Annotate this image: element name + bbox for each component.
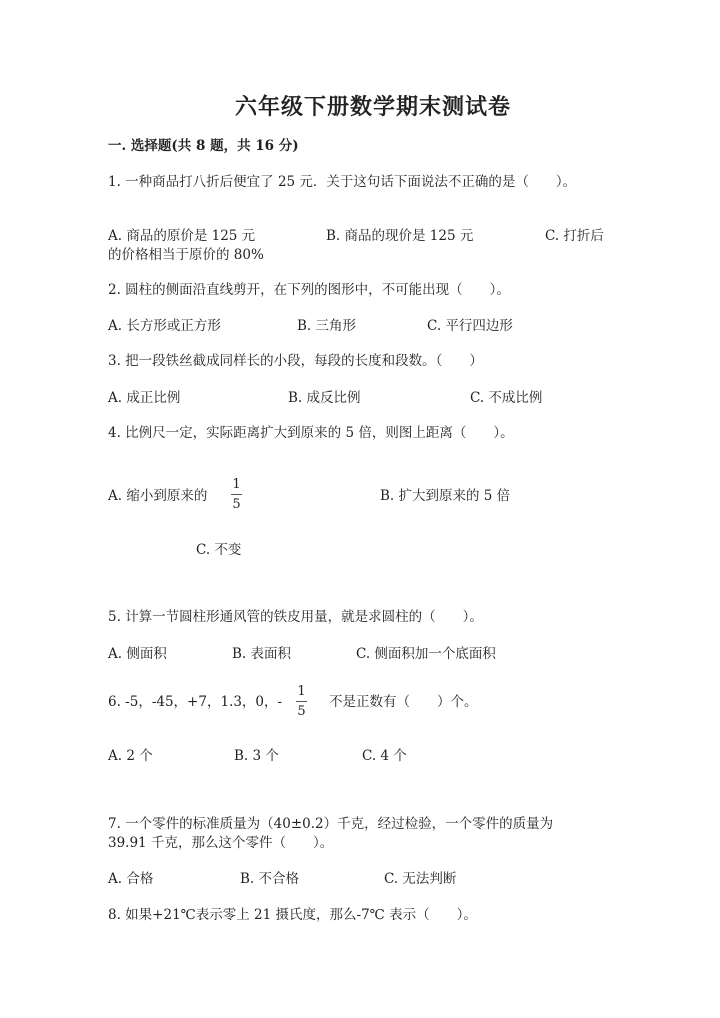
q5-option-c: C. 侧面积加一个底面积 (356, 646, 496, 662)
question-6-part-1: 6. -5，-45，+7，1.3，0，- (108, 694, 283, 710)
question-7-line-1: 7. 一个零件的标准质量为（40±0.2）千克，经过检验，一个零件的质量为 (108, 816, 554, 832)
q4-fraction (231, 477, 242, 512)
q6-fraction-numerator: 1 (297, 684, 306, 699)
q4-option-a: A. 缩小到原来的 (108, 488, 208, 504)
question-1: 1. 一种商品打八折后便宜了 25 元．关于这句话下面说法不正确的是（ ）。 (108, 174, 577, 190)
q6-option-b: B. 3 个 (234, 748, 279, 764)
q6-fraction-denominator: 5 (297, 704, 306, 719)
q7-option-b: B. 不合格 (240, 871, 300, 887)
q3-option-c: C. 不成比例 (470, 390, 543, 406)
q4-fraction-numerator: 1 (232, 477, 241, 492)
q2-option-c: C. 平行四边形 (427, 318, 513, 334)
question-7-line-2: 39.91 千克，那么这个零件（ ）。 (108, 835, 334, 851)
q6-fraction (296, 684, 307, 719)
question-5: 5. 计算一节圆柱形通风管的铁皮用量，就是求圆柱的（ ）。 (108, 609, 483, 625)
q1-option-b: B. 商品的现价是 125 元 (326, 228, 474, 244)
question-6-part-2: 不是正数有（ ）个。 (329, 694, 478, 710)
q5-option-a: A. 侧面积 (108, 646, 167, 662)
fraction-bar (231, 494, 242, 495)
q5-option-b: B. 表面积 (232, 646, 292, 662)
q4-option-b: B. 扩大到原来的 5 倍 (380, 488, 511, 504)
question-3: 3. 把一段铁丝截成同样长的小段，每段的长度和段数。（ ） (108, 353, 483, 369)
section-heading: 一. 选择题(共 8 题，共 16 分) (108, 138, 299, 154)
q6-option-a: A. 2 个 (108, 748, 153, 764)
q4-fraction-denominator: 5 (232, 497, 241, 512)
question-2: 2. 圆柱的侧面沿直线剪开，在下列的图形中，不可能出现（ ）。 (108, 282, 510, 298)
q1-option-c-continuation: 的价格相当于原价的 80% (108, 247, 264, 263)
fraction-bar (296, 701, 307, 702)
q1-option-a: A. 商品的原价是 125 元 (108, 228, 256, 244)
question-4: 4. 比例尺一定，实际距离扩大到原来的 5 倍，则图上距离（ ）。 (108, 425, 514, 441)
page-title: 六年级下册数学期末测试卷 (235, 94, 512, 120)
q7-option-c: C. 无法判断 (384, 871, 457, 887)
q2-option-b: B. 三角形 (297, 318, 357, 334)
question-8: 8. 如果+21℃表示零上 21 摄氏度，那么-7℃ 表示（ ）。 (108, 907, 477, 923)
q6-option-c: C. 4 个 (362, 748, 407, 764)
q3-option-a: A. 成正比例 (108, 390, 181, 406)
q4-option-c: C. 不变 (196, 542, 242, 558)
q3-option-b: B. 成反比例 (288, 390, 361, 406)
q2-option-a: A. 长方形或正方形 (108, 318, 221, 334)
q7-option-a: A. 合格 (108, 871, 154, 887)
q1-option-c: C. 打折后 (545, 228, 604, 244)
